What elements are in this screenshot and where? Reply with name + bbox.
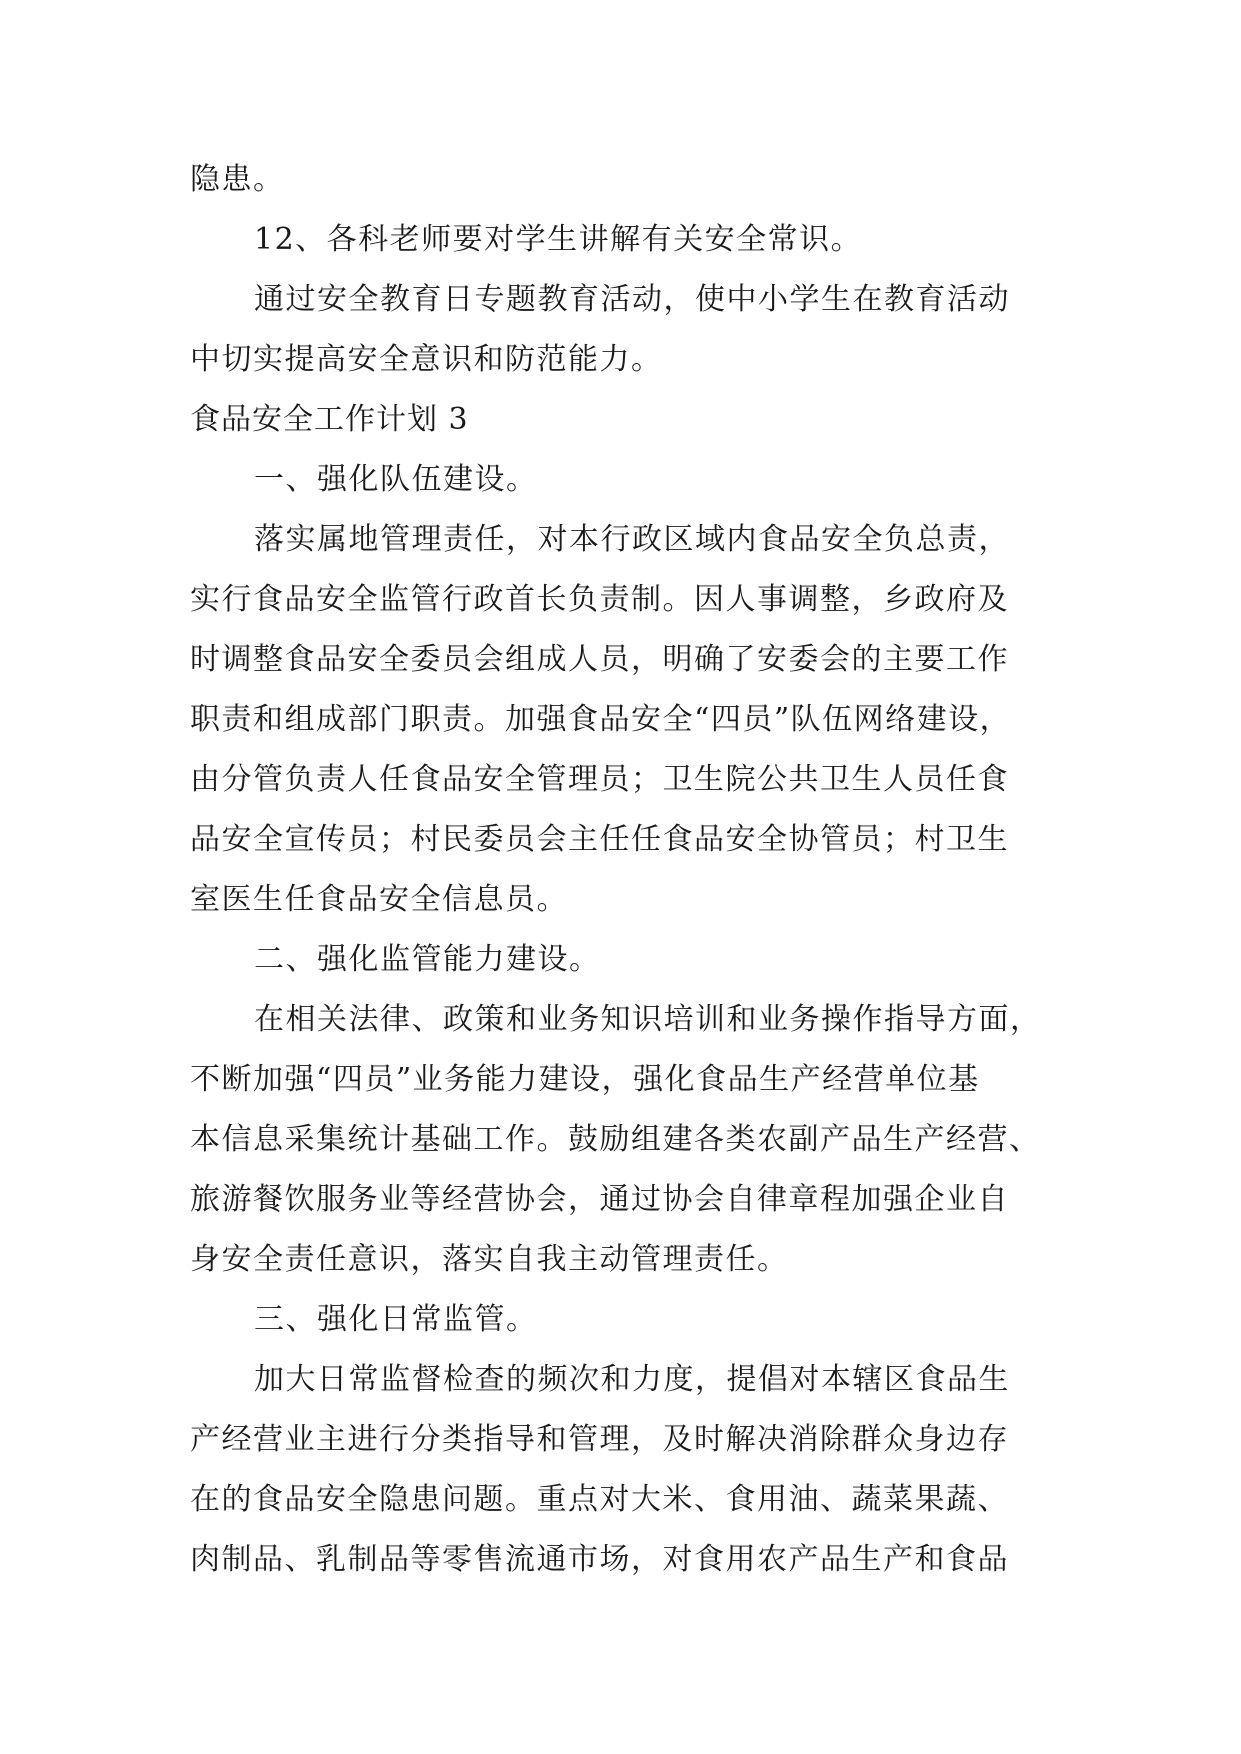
text-line: 室医生任食品安全信息员。	[190, 882, 568, 917]
text-line: 品安全宣传员；村民委员会主任任食品安全协管员；村卫生	[190, 822, 1009, 857]
subheading: 一、强化队伍建设。	[254, 462, 538, 497]
text-line: 落实属地管理责任，对本行政区域内食品安全负总责，	[254, 522, 1010, 557]
text-line: 不断加强“四员”业务能力建设，强化食品生产经营单位基	[190, 1062, 980, 1097]
text-line: 在相关法律、政策和业务知识培训和业务操作指导方面，	[254, 1002, 1042, 1037]
text-line: 职责和组成部门职责。加强食品安全“四员”队伍网络建设，	[190, 702, 1012, 737]
section-heading: 食品安全工作计划 3	[190, 402, 469, 437]
text-line: 肉制品、乳制品等零售流通市场，对食用农产品生产和食品	[190, 1542, 1009, 1577]
text-line: 在的食品安全隐患问题。重点对大米、食用油、蔬菜果蔬、	[190, 1482, 1009, 1517]
text-line: 身安全责任意识，落实自我主动管理责任。	[190, 1242, 789, 1277]
text-line: 本信息采集统计基础工作。鼓励组建各类农副产品生产经营、	[190, 1122, 1041, 1157]
document-body	[190, 150, 1060, 1590]
text-line: 由分管负责人任食品安全管理员；卫生院公共卫生人员任食	[190, 762, 1009, 797]
text-line: 加大日常监督检查的频次和力度，提倡对本辖区食品生	[254, 1362, 1010, 1397]
subheading: 三、强化日常监管。	[254, 1302, 538, 1337]
text-line: 实行食品安全监管行政首长负责制。因人事调整，乡政府及	[190, 582, 1009, 617]
text-line: 旅游餐饮服务业等经营协会，通过协会自律章程加强企业自	[190, 1182, 1009, 1217]
text-line: 12、各科老师要对学生讲解有关安全常识。	[254, 222, 863, 257]
text-line: 时调整食品安全委员会组成人员，明确了安委会的主要工作	[190, 642, 1009, 677]
text-line: 产经营业主进行分类指导和管理，及时解决消除群众身边存	[190, 1422, 1009, 1457]
subheading: 二、强化监管能力建设。	[254, 942, 601, 977]
text-line: 中切实提高安全意识和防范能力。	[190, 342, 663, 377]
text-line: 隐患。	[190, 162, 285, 197]
text-line: 通过安全教育日专题教育活动，使中小学生在教育活动	[254, 282, 1010, 317]
